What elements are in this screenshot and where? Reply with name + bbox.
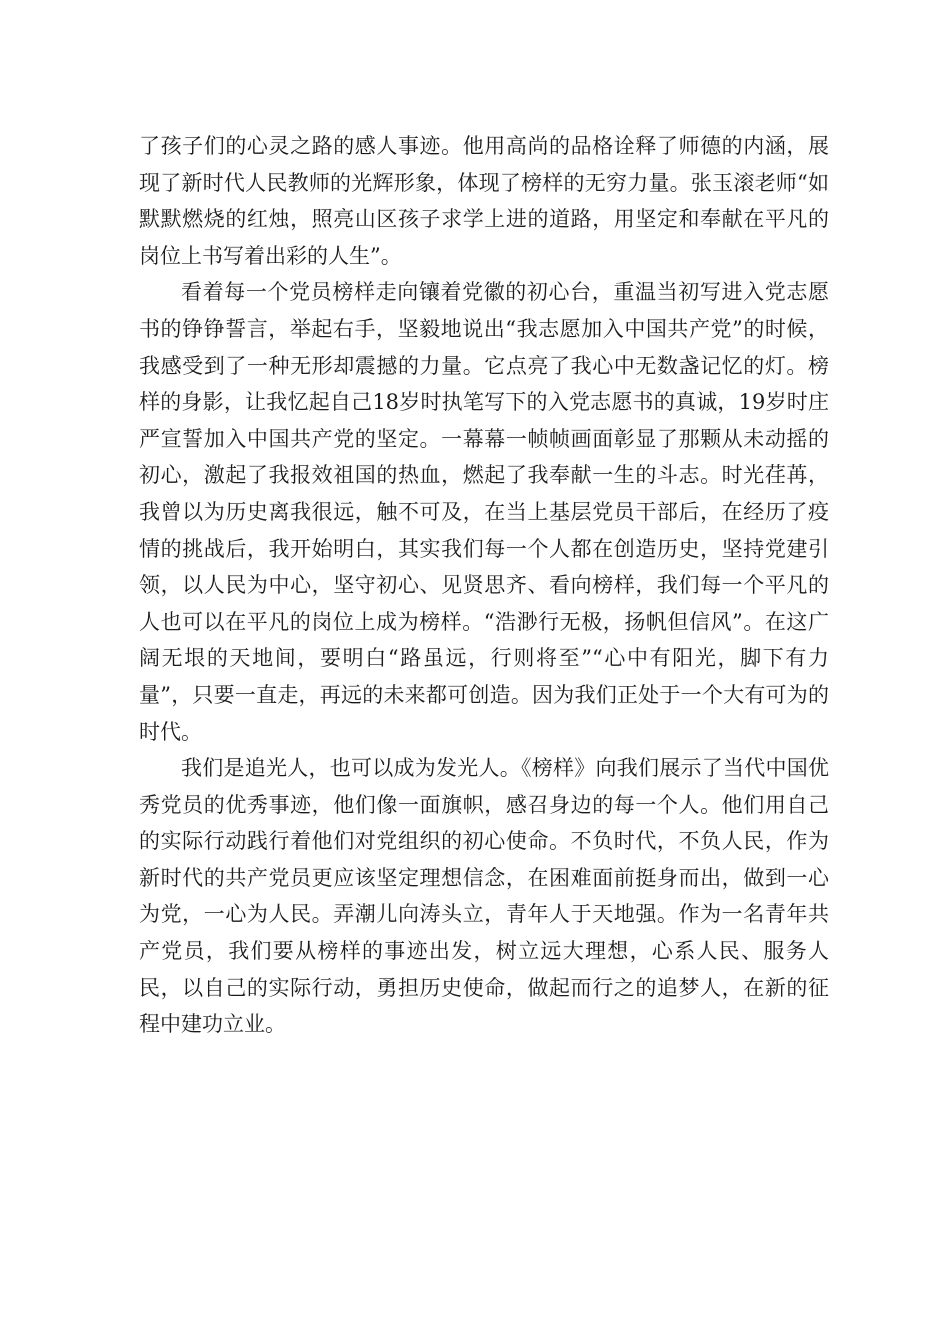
paragraph-conclusion: 我们是追光人，也可以成为发光人。《榜样》向我们展示了当代中国优秀党员的优秀事迹，他们像一面旗帜，感召身边的每一个人。他们用自己的实际行动践行着他们对党组织的初心使命。不负时代，不负人民，作为新时代的共产党员更应该坚定理想信念，在困难面前挺身而出，做到一心为党，一心为人民。弄潮儿向涛头立，青年人于天地强。作为一名青年共产党员，我们要从榜样的事迹出发，树立远大理想，心系人民、服务人民，以自己的实际行动，勇担历史使命，做起而行之的追梦人，在新的征程中建功立业。 <box>139 756 829 1037</box>
paragraph-continued: 了孩子们的心灵之路的感人事迹。他用高尚的品格诠释了师德的内涵，展现了新时代人民教师的光辉形象，体现了榜样的无穷力量。张玉滚老师“如默默燃烧的红烛，照亮山区孩子求学上进的道路，用坚定和奉献在平凡的岗位上书写着出彩的人生”。 <box>139 134 829 268</box>
paragraph-oath-reflection: 看着每一个党员榜样走向镶着党徽的初心台，重温当初写进入党志愿书的铮铮誓言，举起右手，坚毅地说出“我志愿加入中国共产党”的时候，我感受到了一种无形却震撼的力量。它点亮了我心中无数盏记忆的灯。榜样的身影，让我忆起自己18岁时执笔写下的入党志愿书的真诚，19岁时庄严宣誓加入中国共产党的坚定。一幕幕一帧帧画面彰显了那颗从未动摇的初心，激起了我报效祖国的热血，燃起了我奉献一生的斗志。时光荏苒，我曾以为历史离我很远，触不可及，在当上基层党员干部后，在经历了疫情的挑战后，我开始明白，其实我们每一个人都在创造历史，坚持党建引领，以人民为中心，坚守初心、见贤思齐、看向榜样，我们每一个平凡的人也可以在平凡的岗位上成为榜样。“浩渺行无极，扬帆但信风”。在这广阔无垠的天地间，要明白“路虽远，行则将至”“心中有阳光，脚下有力量”，只要一直走，再远的未来都可创造。因为我们正处于一个大有可为的时代。 <box>139 280 829 744</box>
document-body <box>139 128 829 1043</box>
